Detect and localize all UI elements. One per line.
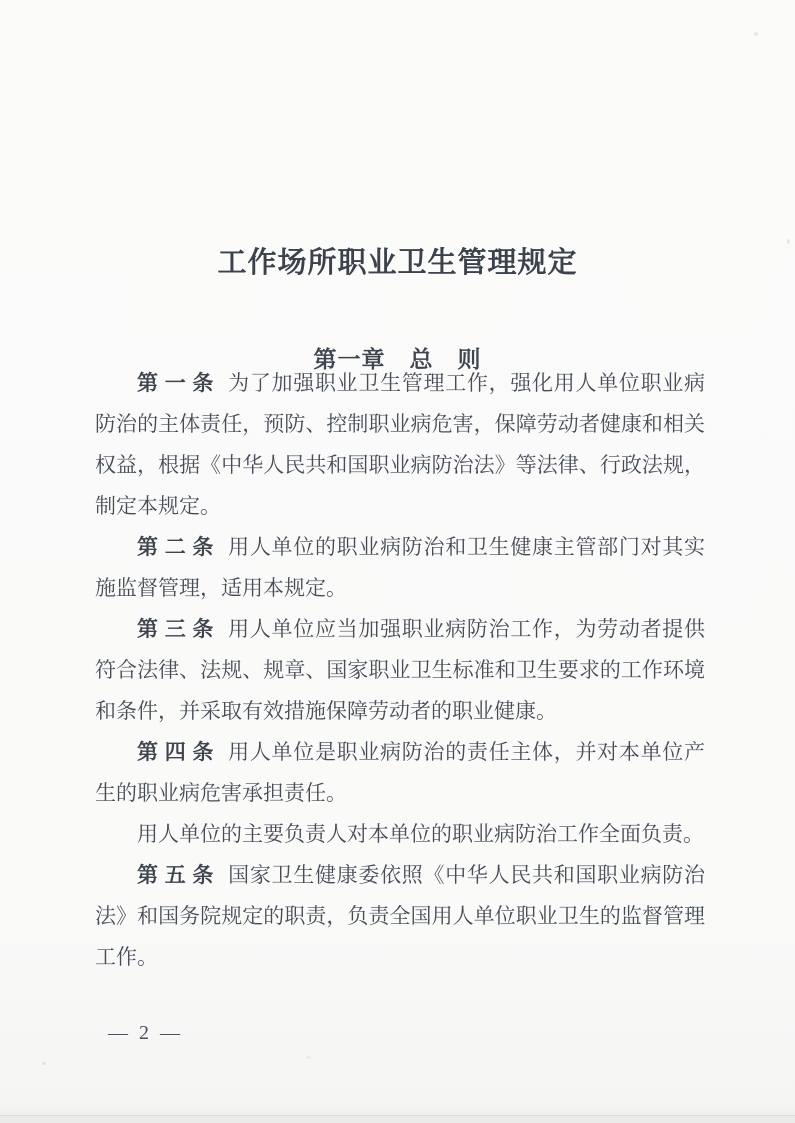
article-number: 第五条	[137, 863, 221, 887]
paragraph-article-4	[95, 732, 705, 814]
document-title: 工作场所职业卫生管理规定	[217, 247, 578, 280]
scan-noise-speck	[42, 1062, 46, 1065]
paragraph-text: 用人单位是职业病防治的责任主体，并对本单位产生的职业病危害承担责任。	[95, 740, 705, 805]
chapter-heading: 第一章 总 则	[313, 347, 482, 373]
scan-noise-speck	[787, 239, 790, 244]
scan-noise-speck	[306, 1056, 311, 1059]
paragraph-article-5	[95, 855, 705, 978]
article-number: 第一条	[137, 371, 221, 395]
paragraph-text: 用人单位的主要负责人对本单位的职业病防治工作全面负责。	[137, 822, 704, 846]
paragraph-text: 用人单位的职业病防治和卫生健康主管部门对其实施监督管理，适用本规定。	[95, 535, 705, 600]
paragraph-article-1	[95, 363, 705, 527]
paragraph-text: 国家卫生健康委依照《中华人民共和国职业病防治法》和国务院规定的职责，负责全国用人单位职业卫生的监督管理工作。	[95, 863, 705, 969]
scan-noise-speck	[754, 32, 758, 36]
article-number: 第三条	[137, 617, 221, 641]
paragraph-article-3	[95, 609, 705, 732]
page-number: — 2 —	[108, 1022, 183, 1044]
article-number: 第四条	[137, 740, 221, 764]
paragraph-text: 用人单位应当加强职业病防治工作，为劳动者提供符合法律、法规、规章、国家职业卫生标准和卫生要求的工作环境和条件，并采取有效措施保障劳动者的职业健康。	[95, 617, 705, 723]
paragraph-text: 为了加强职业卫生管理工作，强化用人单位职业病防治的主体责任，预防、控制职业病危害，保障劳动者健康和相关权益，根据《中华人民共和国职业病防治法》等法律、行政法规，制定本规定。	[95, 371, 705, 518]
paragraph-article-4-continued	[95, 814, 705, 855]
paragraph-article-2	[95, 527, 705, 609]
article-number: 第二条	[137, 535, 221, 559]
document-body	[95, 363, 705, 978]
scan-edge	[0, 1115, 795, 1123]
